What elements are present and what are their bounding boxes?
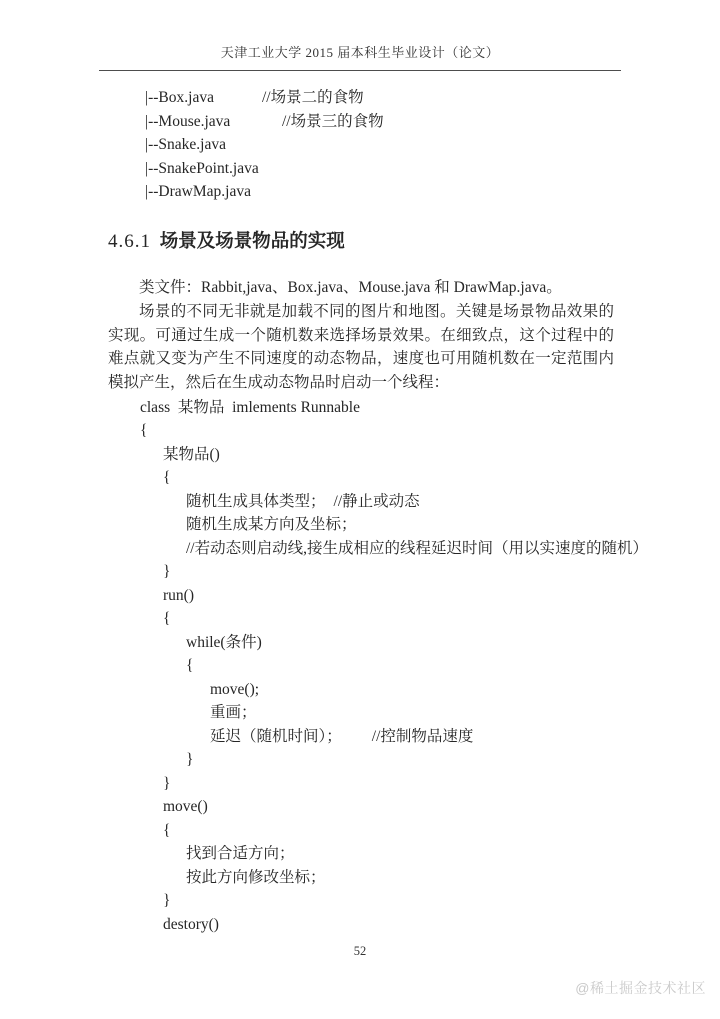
tree-file-name: |--SnakePoint.java: [145, 159, 259, 177]
code-line: [108, 513, 614, 537]
code-line: [108, 466, 614, 490]
code-text: run(): [163, 586, 194, 604]
code-line: [108, 889, 614, 913]
section-number: 4.6.1: [108, 230, 151, 252]
tree-line-comment: //场景三的食物: [282, 112, 384, 130]
header-title: 天津工业大学 2015 届本科生毕业设计（论文）: [220, 45, 500, 60]
code-line: [108, 654, 614, 678]
code-text: class 某物品 imlements Runnable: [140, 398, 360, 416]
file-tree: [108, 86, 614, 204]
code-comment: //控制物品速度: [371, 727, 474, 745]
tree-line: [145, 86, 614, 110]
code-text: 找到合适方向；: [186, 845, 295, 863]
code-line: [108, 560, 614, 584]
page-number: 52: [353, 944, 367, 958]
code-line: [108, 443, 614, 467]
code-line: [108, 866, 614, 890]
code-line: [108, 819, 614, 843]
tree-file-name: |--Mouse.java: [145, 112, 231, 130]
code-text: move();: [210, 680, 260, 698]
code-text: {: [163, 610, 171, 628]
code-line: [108, 842, 614, 866]
tree-file-name: |--Snake.java: [145, 136, 226, 154]
code-text: }: [163, 563, 171, 581]
section-title: 场景及场景物品的实现: [159, 229, 345, 251]
page-header: [99, 42, 621, 71]
code-line: [108, 537, 648, 561]
code-line: [108, 396, 614, 420]
code-text: 重画；: [210, 704, 257, 722]
code-text: move(): [163, 798, 208, 816]
code-line: [108, 725, 614, 749]
watermark: @稀土掘金技术社区: [575, 980, 706, 996]
tree-line: [145, 110, 614, 134]
code-line: [108, 490, 614, 514]
code-text: while(条件): [186, 633, 262, 651]
page-content: [108, 86, 648, 936]
code-line: [108, 701, 614, 725]
tree-line: [145, 180, 614, 204]
tree-file-name: |--DrawMap.java: [145, 183, 251, 201]
code-text: destory(): [163, 915, 219, 933]
code-text: 随机生成具体类型；: [186, 492, 326, 510]
code-text: {: [163, 821, 171, 839]
paragraph-body: 场景的不同无非就是加载不同的图片和地图。关键是场景物品效果的实现。可通过生成一个随机数来选择场景效果。在细致点，这个过程中的难点就又变为产生不同速度的动态物品，速度也可用随机数在一定范围内模拟产生，然后在生成动态物品时启动一个线程：: [108, 302, 614, 392]
code-line: [108, 419, 614, 443]
section-heading: [108, 228, 614, 254]
code-line: [108, 748, 614, 772]
code-line: [108, 678, 614, 702]
code-line: [108, 913, 614, 937]
code-text: //若动态则启动线,接生成相应的线程延迟时间（用以实速度的随机）: [186, 539, 648, 557]
code-line: [108, 795, 614, 819]
code-line: [108, 607, 614, 631]
code-text: 按此方向修改坐标；: [186, 868, 326, 886]
code-text: }: [163, 892, 171, 910]
tree-line-comment: //场景二的食物: [262, 89, 364, 106]
code-comment: //静止或动态: [333, 492, 420, 510]
tree-line: [145, 157, 614, 181]
tree-file-name: |--Box.java: [145, 89, 214, 106]
code-text: 某物品(): [163, 445, 220, 463]
code-text: {: [140, 422, 148, 440]
code-line: [108, 584, 614, 608]
code-text: {: [163, 469, 171, 487]
code-text: }: [163, 774, 171, 792]
paragraph-class-files: 类文件：Rabbit,java、Box.java、Mouse.java 和 DrawMap.java。: [139, 278, 562, 296]
code-text: }: [186, 751, 194, 769]
code-text: {: [186, 657, 194, 675]
tree-line: [145, 133, 614, 157]
code-text: 延迟（随机时间）；: [210, 727, 342, 745]
code-text: 随机生成某方向及坐标；: [186, 516, 357, 534]
code-block: [108, 396, 648, 937]
code-line: [108, 631, 614, 655]
code-line: [108, 772, 614, 796]
